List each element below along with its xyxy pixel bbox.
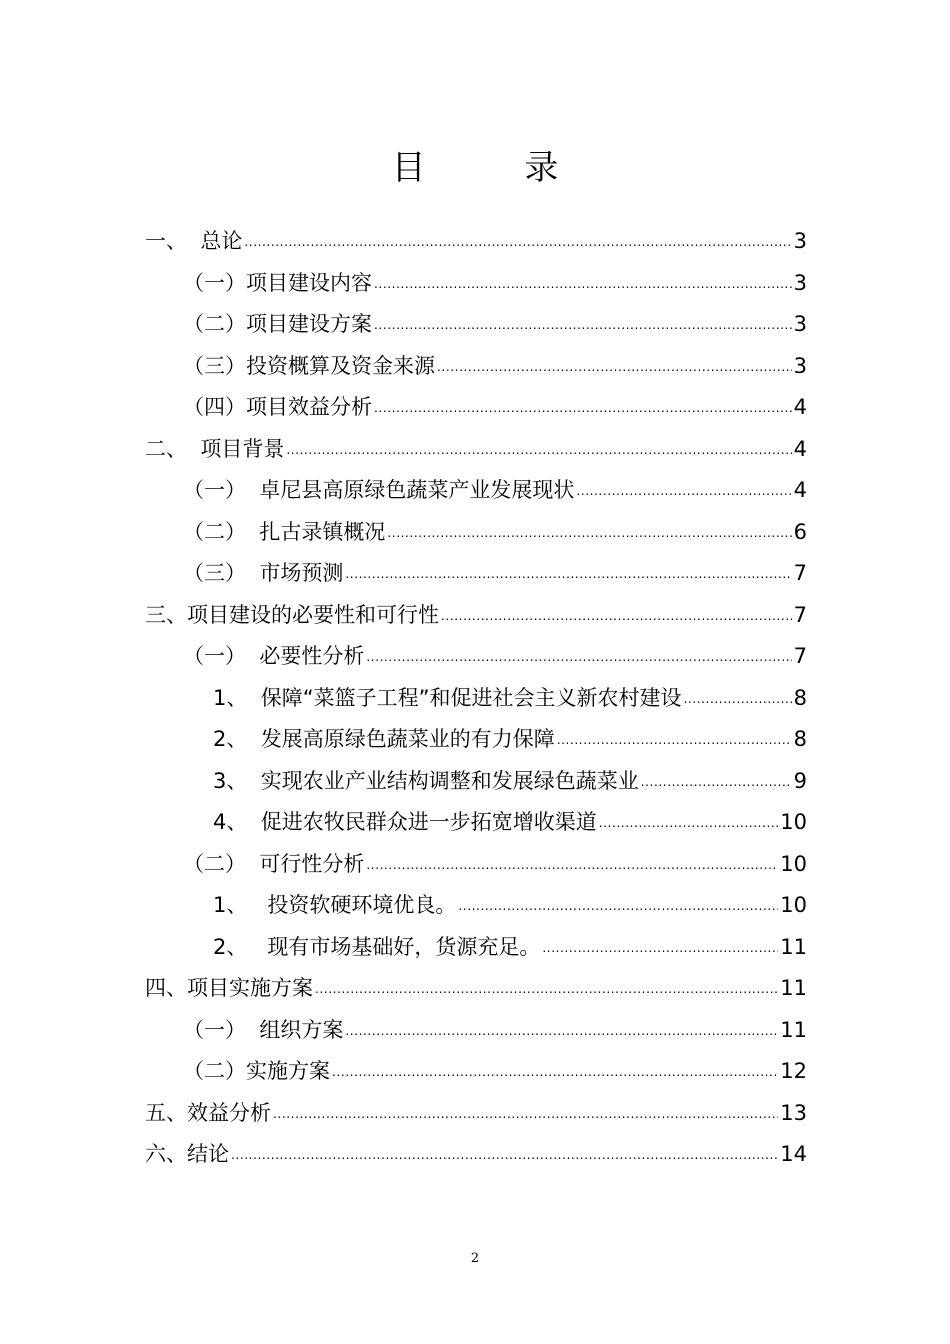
toc-dot-leader: [458, 886, 778, 923]
toc-entry-label: 五、效益分析: [145, 1100, 271, 1125]
toc-entry-label: （一） 卓尼县高原绿色蔬菜产业发展现状: [183, 478, 575, 502]
toc-entry-label: （三） 市场预测: [183, 561, 344, 585]
toc-entry-page: 8: [793, 727, 807, 751]
toc-dot-leader: [366, 845, 778, 882]
toc-dot-leader: [576, 471, 791, 508]
toc-dot-leader: [374, 388, 792, 425]
toc-entry-page: 3: [793, 353, 807, 378]
toc-entry[interactable]: [145, 847, 807, 889]
toc-entry[interactable]: [145, 722, 807, 764]
toc-entry[interactable]: [145, 307, 807, 349]
toc-entry-label: 四、项目实施方案: [145, 976, 313, 1000]
toc-dot-leader: [387, 513, 791, 550]
toc-entry-page: 10: [780, 893, 807, 917]
toc-entry-label: （二）项目建设方案: [183, 312, 372, 336]
toc-dot-leader: [374, 305, 792, 342]
toc-entry-page: 7: [793, 644, 807, 668]
toc-entry-page: 4: [793, 395, 807, 419]
toc-entry[interactable]: [145, 1137, 807, 1179]
toc-dot-leader: [345, 554, 791, 591]
toc-entry-label: （一） 必要性分析: [183, 644, 365, 668]
toc-entry-page: 13: [780, 1100, 807, 1125]
toc-entry-label: 三、项目建设的必要性和可行性: [145, 602, 439, 627]
toc-entry[interactable]: [145, 1054, 807, 1096]
toc-entry[interactable]: [145, 930, 807, 972]
toc-entry[interactable]: [145, 764, 807, 806]
toc-entry[interactable]: [145, 1013, 807, 1055]
toc-entry[interactable]: [145, 432, 807, 474]
toc-dot-leader: [374, 264, 792, 301]
toc-entry-page: 11: [780, 976, 807, 1000]
toc-entry-label: 1、 保障“菜篮子工程”和促进社会主义新农村建设: [213, 685, 682, 710]
toc-entry-page: 4: [793, 478, 807, 502]
toc-entry-page: 3: [793, 312, 807, 336]
toc-entry-label: （二） 扎古录镇概况: [183, 519, 386, 544]
toc-dot-leader: [244, 222, 791, 259]
toc-dot-leader: [332, 1052, 778, 1089]
toc-entry[interactable]: [145, 556, 807, 598]
toc-dot-leader: [542, 928, 778, 965]
toc-entry[interactable]: [145, 1096, 807, 1138]
toc-dot-leader: [273, 1094, 778, 1131]
toc-entry-page: 6: [793, 519, 807, 544]
page-number: 2: [470, 1251, 480, 1266]
toc-entry-label: 六、结论: [145, 1142, 229, 1166]
toc-entry-label: 3、 实现农业产业结构调整和发展绿色蔬菜业: [213, 768, 639, 793]
toc-entry[interactable]: [145, 390, 807, 432]
toc-entry-label: 二、 项目背景: [145, 436, 285, 461]
toc-entry[interactable]: [145, 515, 807, 557]
toc-entry-label: 1、 投资软硬环境优良。: [213, 893, 457, 917]
toc-entry-page: 10: [780, 810, 807, 834]
toc-dot-leader: [441, 596, 792, 633]
toc-entry[interactable]: [145, 598, 807, 640]
toc-entry[interactable]: [145, 805, 807, 847]
toc-entry-page: 11: [780, 934, 807, 959]
toc-entry-page: 7: [793, 602, 807, 627]
toc-entry-page: 9: [793, 768, 807, 793]
toc-entry[interactable]: [145, 349, 807, 391]
toc-entry-label: （二）实施方案: [183, 1059, 330, 1083]
toc-entry-label: 一、 总论: [145, 229, 243, 253]
toc-dot-leader: [366, 637, 791, 674]
toc-entry-label: 2、 现有市场基础好，货源充足。: [213, 934, 541, 959]
toc-entry-label: （二） 可行性分析: [183, 851, 365, 876]
toc-entry-label: 2、 发展高原绿色蔬菜业的有力保障: [213, 727, 555, 751]
toc-entry[interactable]: [145, 266, 807, 308]
toc-entry-page: 10: [780, 851, 807, 876]
toc-entry-label: （三）投资概算及资金来源: [183, 353, 435, 378]
table-of-contents: [145, 224, 807, 1179]
toc-dot-leader: [231, 1135, 778, 1172]
toc-entry-page: 14: [780, 1142, 807, 1166]
toc-entry-page: 7: [793, 561, 807, 585]
toc-entry-page: 3: [793, 229, 807, 253]
toc-dot-leader: [641, 762, 792, 799]
toc-entry[interactable]: [145, 473, 807, 515]
toc-dot-leader: [683, 679, 791, 716]
toc-entry-label: 4、 促进农牧民群众进一步拓宽增收渠道: [213, 810, 597, 834]
toc-entry[interactable]: [145, 888, 807, 930]
toc-entry-page: 8: [793, 685, 807, 710]
toc-dot-leader: [345, 1011, 778, 1048]
toc-dot-leader: [557, 720, 792, 757]
toc-dot-leader: [286, 430, 791, 467]
toc-entry-label: （一）项目建设内容: [183, 270, 372, 295]
toc-entry-page: 12: [780, 1059, 807, 1083]
toc-entry[interactable]: [145, 681, 807, 723]
toc-entry[interactable]: [145, 639, 807, 681]
toc-entry[interactable]: [145, 224, 807, 266]
toc-dot-leader: [599, 803, 779, 840]
page-title: 目 录: [391, 148, 603, 188]
toc-dot-leader: [437, 347, 792, 384]
toc-entry-page: 4: [793, 436, 807, 461]
toc-entry-label: （一） 组织方案: [183, 1017, 344, 1042]
toc-entry-page: 3: [793, 270, 807, 295]
toc-dot-leader: [315, 969, 778, 1006]
toc-entry[interactable]: [145, 971, 807, 1013]
toc-entry-page: 11: [780, 1017, 807, 1042]
toc-entry-label: （四）项目效益分析: [183, 395, 372, 419]
